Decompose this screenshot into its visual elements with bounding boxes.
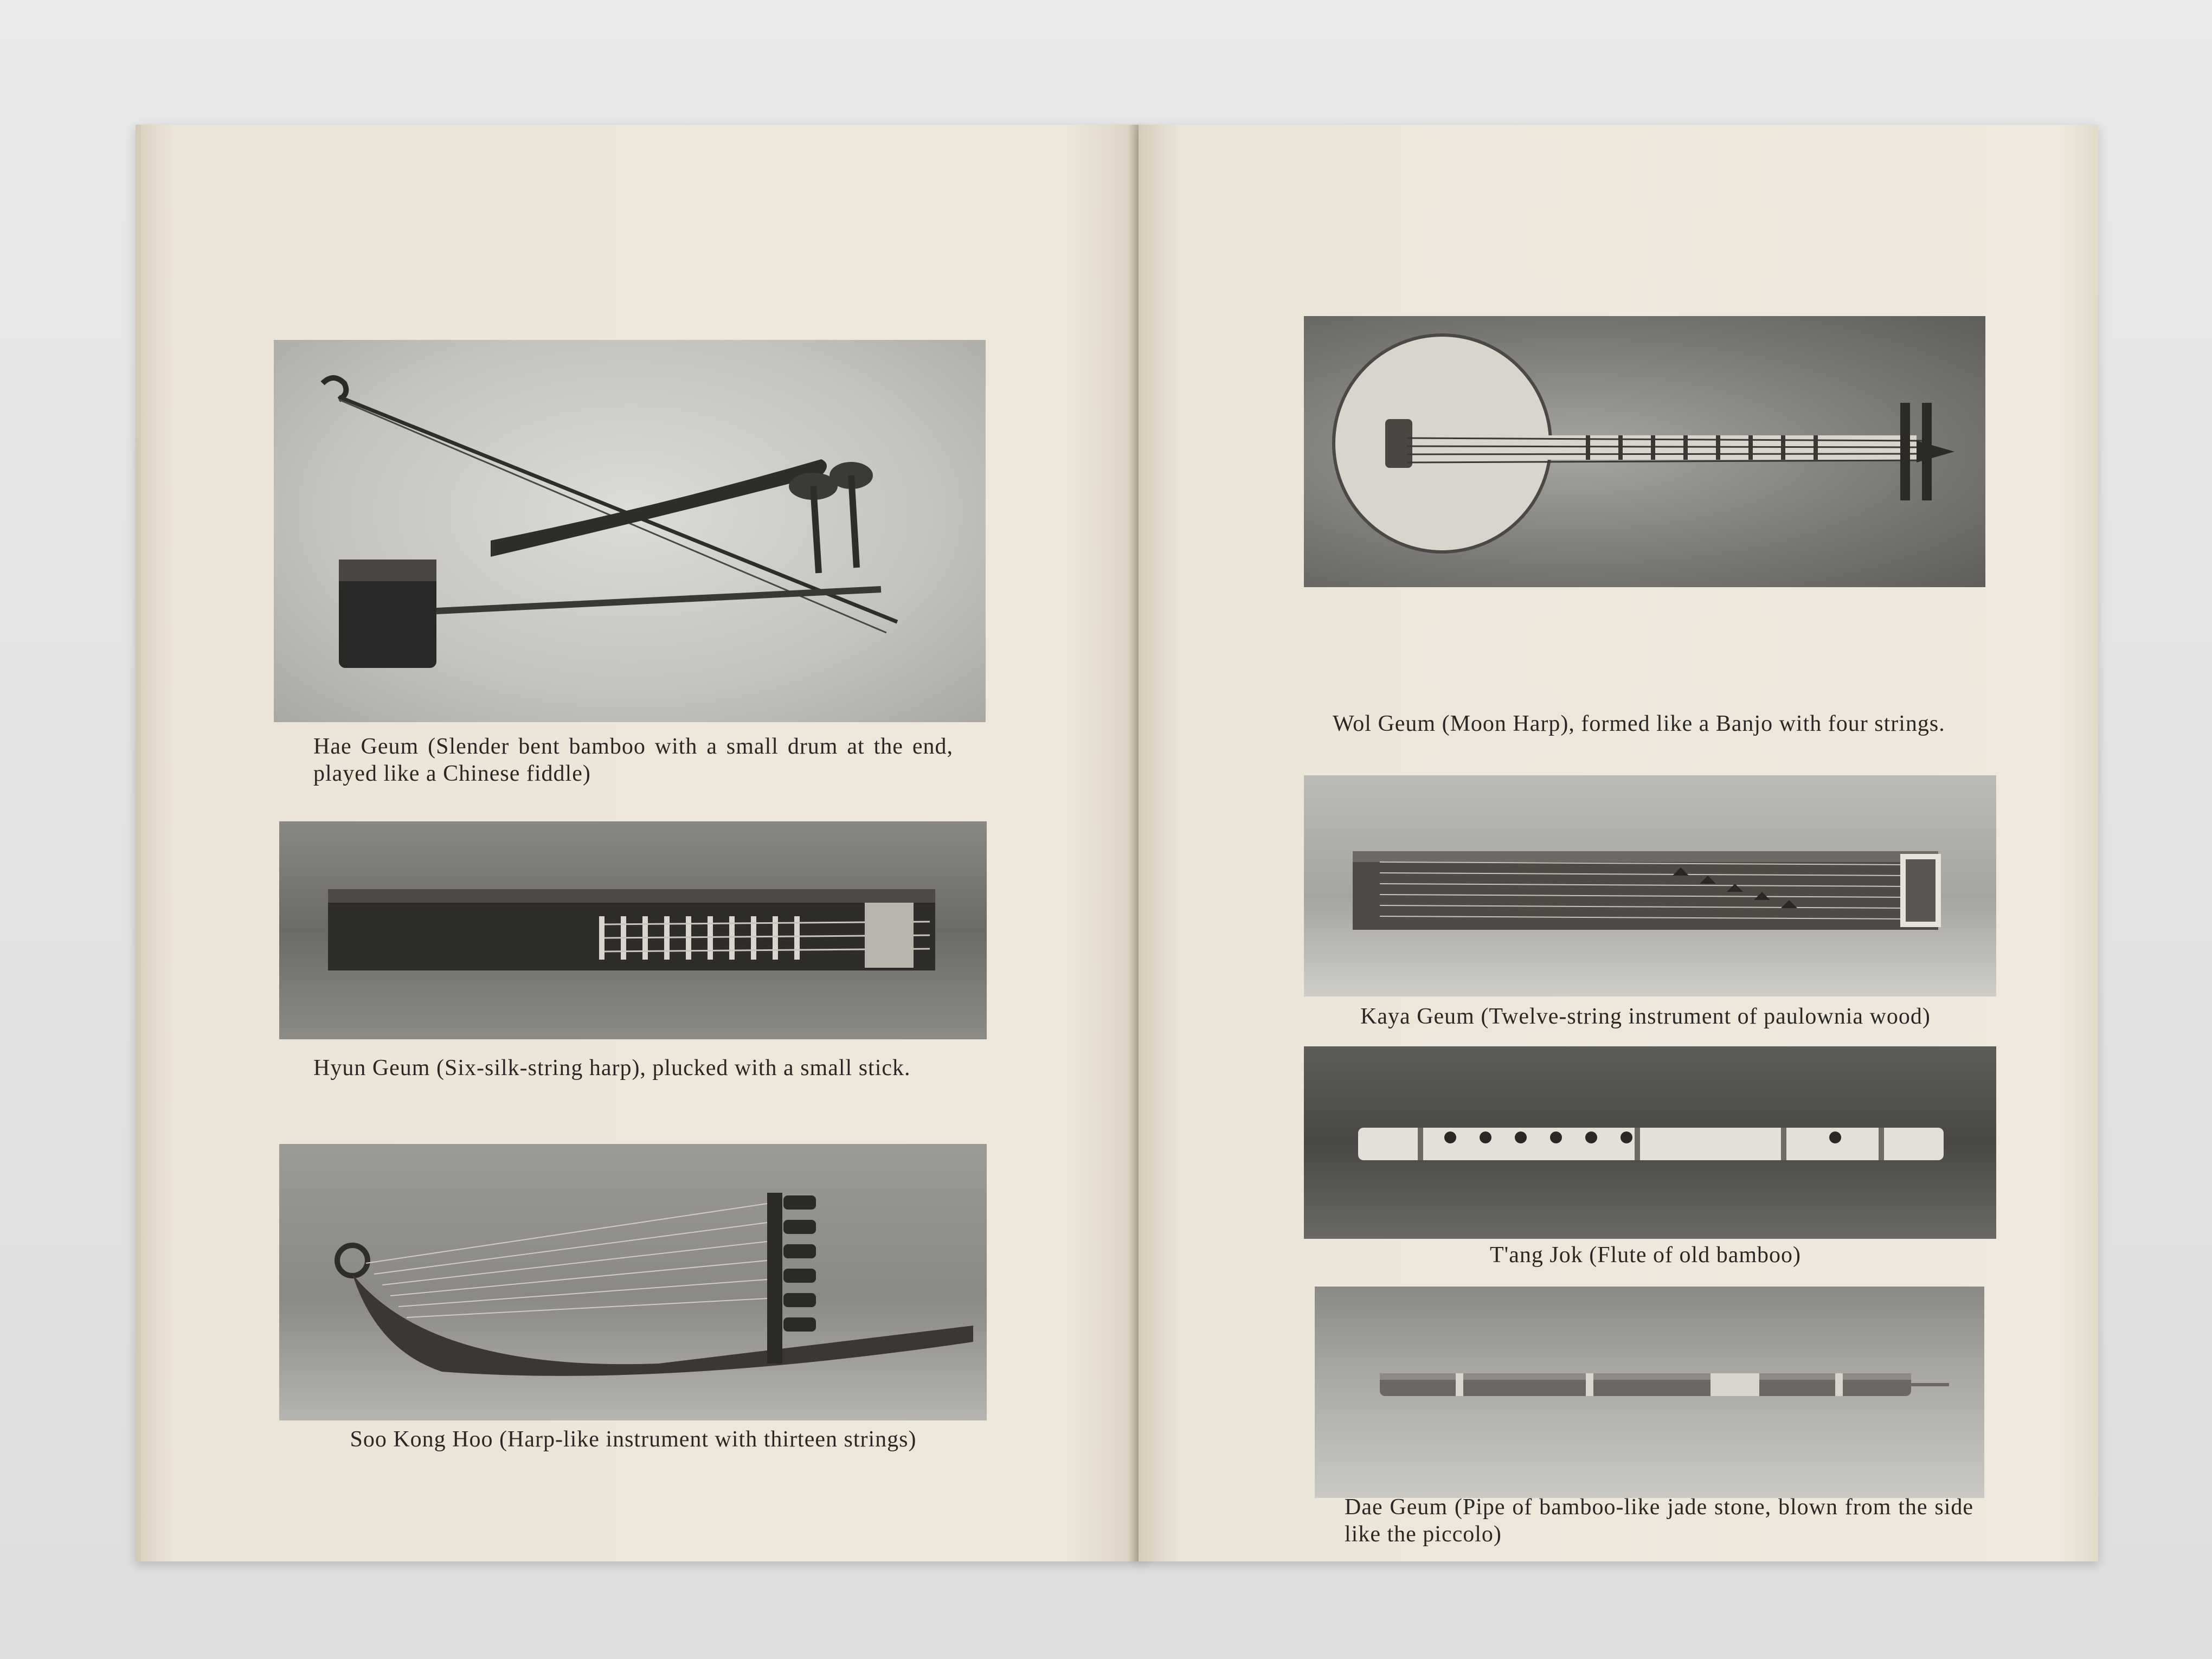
right-page bbox=[1139, 125, 2098, 1561]
tang-jok-name: T'ang Jok bbox=[1490, 1243, 1583, 1268]
dae-geum-photo bbox=[1315, 1287, 1984, 1498]
dae-geum-description: (Pipe of bamboo-like jade stone, blown from the side like the piccolo) bbox=[1345, 1495, 1973, 1547]
soo-kong-hoo-name: Soo Kong Hoo bbox=[350, 1427, 493, 1452]
kaya-geum-illustration bbox=[1304, 775, 1996, 996]
hyun-geum-photo bbox=[279, 821, 987, 1039]
hae-geum-photo bbox=[274, 340, 986, 722]
hae-geum-description: (Slender bent bamboo with a small drum at the end, played like a Chinese fiddle) bbox=[313, 734, 953, 786]
soo-kong-hoo-illustration bbox=[279, 1144, 987, 1420]
hae-geum-illustration bbox=[274, 340, 986, 722]
wol-geum-caption bbox=[1333, 710, 1959, 737]
open-book bbox=[136, 125, 2098, 1561]
left-page bbox=[136, 125, 1144, 1561]
kaya-geum-photo bbox=[1304, 775, 1996, 996]
kaya-geum-description: (Twelve-string instrument of paulownia wood) bbox=[1481, 1004, 1931, 1029]
wol-geum-name: Wol Geum bbox=[1333, 711, 1436, 736]
wol-geum-photo bbox=[1304, 316, 1985, 587]
kaya-geum-caption bbox=[1317, 1003, 1973, 1030]
hae-geum-name: Hae Geum bbox=[313, 734, 419, 759]
hyun-geum-caption bbox=[313, 1054, 953, 1082]
tang-jok-description: (Flute of old bamboo) bbox=[1589, 1243, 1801, 1268]
wol-geum-description: (Moon Harp), formed like a Banjo with four strings. bbox=[1442, 711, 1945, 736]
kaya-geum-name: Kaya Geum bbox=[1360, 1004, 1475, 1029]
tang-jok-photo bbox=[1304, 1046, 1996, 1239]
dae-geum-illustration bbox=[1315, 1287, 1984, 1498]
tang-jok-illustration bbox=[1304, 1046, 1996, 1239]
hyun-geum-description: (Six-silk-string harp), plucked with a small stick. bbox=[436, 1056, 911, 1081]
dae-geum-caption bbox=[1345, 1494, 1973, 1548]
soo-kong-hoo-caption bbox=[313, 1426, 953, 1453]
hyun-geum-name: Hyun Geum bbox=[313, 1056, 430, 1081]
hyun-geum-illustration bbox=[279, 821, 987, 1039]
tang-jok-caption bbox=[1317, 1242, 1973, 1269]
hae-geum-caption bbox=[313, 733, 953, 787]
wol-geum-illustration bbox=[1304, 316, 1985, 587]
soo-kong-hoo-photo bbox=[279, 1144, 987, 1420]
soo-kong-hoo-description: (Harp-like instrument with thirteen strings) bbox=[499, 1427, 917, 1452]
dae-geum-name: Dae Geum bbox=[1345, 1495, 1448, 1520]
